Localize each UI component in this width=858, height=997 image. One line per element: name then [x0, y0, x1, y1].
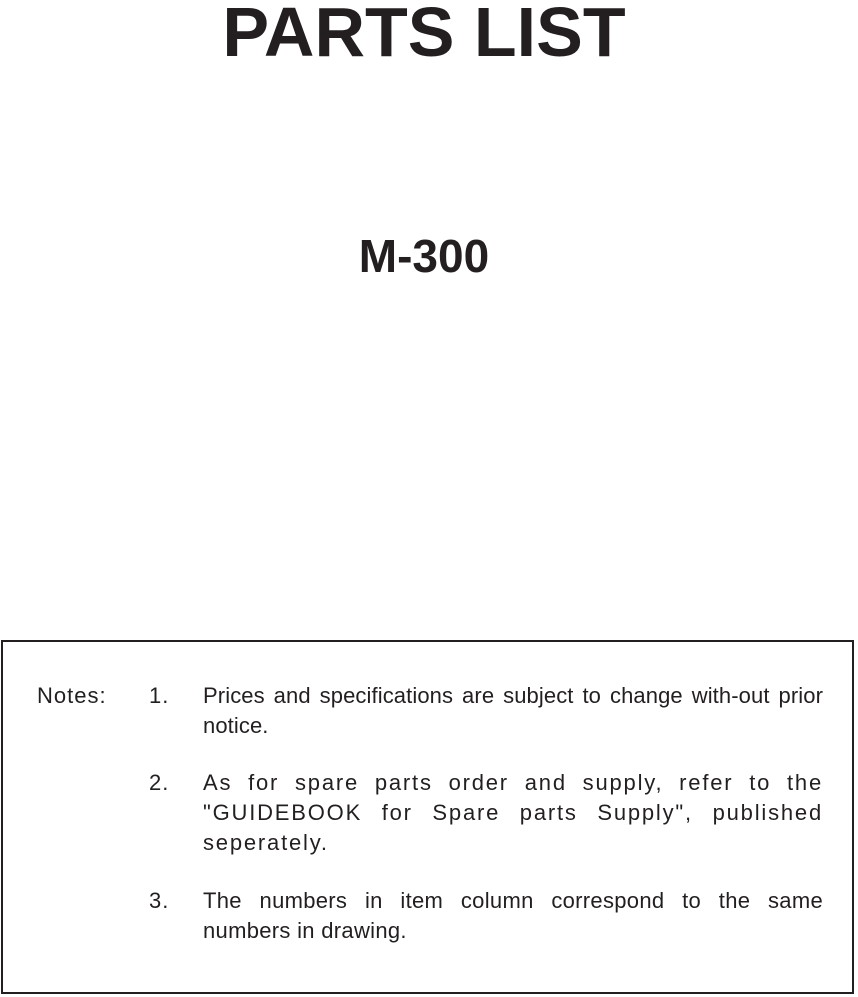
note-text: The numbers in item column correspond to the same numbers in drawing. [203, 888, 823, 943]
page-title: PARTS LIST [222, 0, 626, 71]
notes-box [1, 640, 854, 994]
notes-label: Notes: [37, 683, 107, 708]
note-text: As for spare parts order and supply, refer to the "GUIDEBOOK for Spare parts Supply", published seperately. [203, 770, 823, 855]
model-number: M-300 [358, 230, 490, 282]
note-number: 3. [149, 888, 170, 913]
note-text: Prices and specifications are subject to change with-out prior notice. [203, 683, 823, 738]
note-number: 1. [149, 683, 170, 708]
note-number: 2. [149, 770, 170, 795]
